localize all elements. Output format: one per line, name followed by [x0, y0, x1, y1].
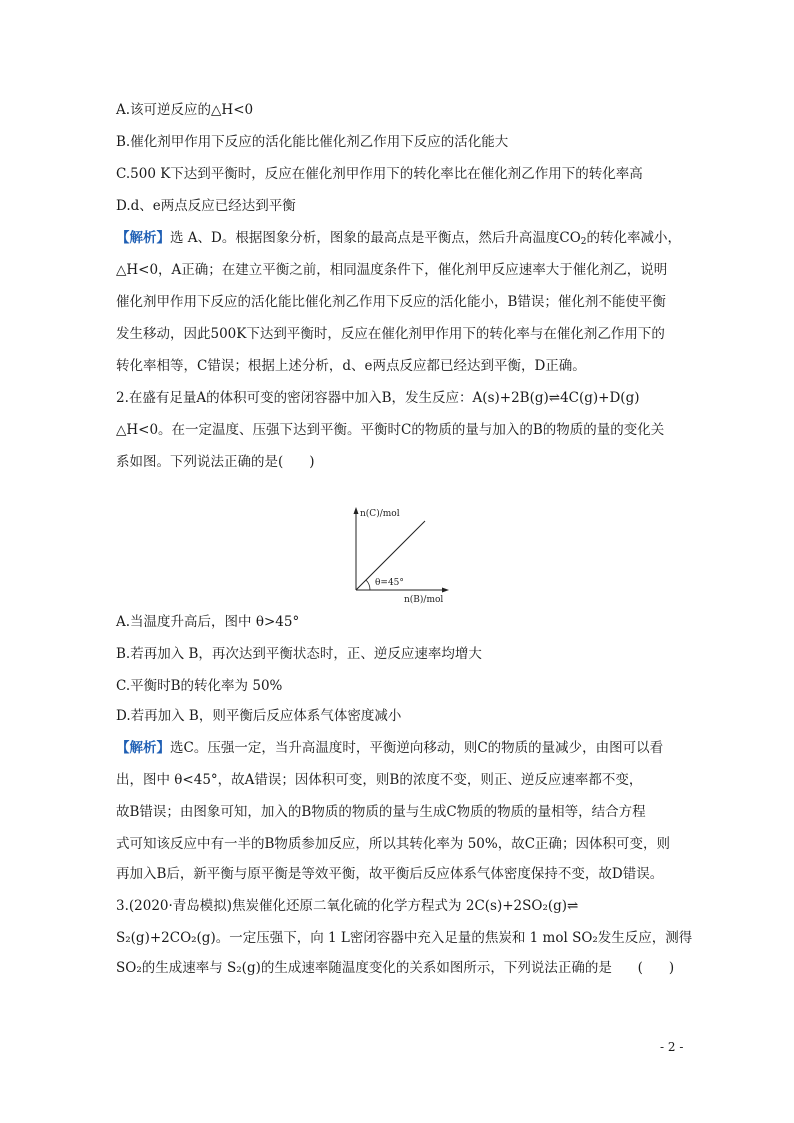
x-axis-arrow [442, 588, 449, 593]
page-number: - 2 - [660, 1040, 684, 1054]
q1-option-b: B.催化剂甲作用下反应的活化能比催化剂乙作用下反应的活化能大 [116, 134, 509, 150]
q2-stem-line-1: 2.在盛有足量A的体积可变的密闭容器中加入B，发生反应：A(s)+2B(g)⇌4C(g)+D(g) [116, 390, 640, 406]
n-c-vs-n-b-diagram [340, 504, 460, 604]
angle-label: θ=45° [375, 578, 404, 588]
q1-analysis-line-1: 【解析】选 A、D。根据图象分析，图象的最高点是平衡点，然后升高温度$CO_2$的转化率减小， [116, 230, 681, 247]
q2-stem-line-2: △H<0。在一定温度、压强下达到平衡。平衡时C的物质的量与加入的B的物质的量的变化关 [116, 422, 665, 438]
y-axis-label: n(C)/mol [360, 509, 400, 519]
analysis-tag: 【解析】 [116, 740, 170, 756]
q3-stem-line-1: 3.(2020·青岛模拟)焦炭催化还原二氧化硫的化学方程式为 2C(s)+2SO₂(g)⇌ [116, 898, 579, 914]
q2-option-c: C.平衡时B的转化率为 50% [116, 678, 283, 694]
q3-stem-line-2: S₂(g)+2CO₂(g)。一定压强下，向 1 L密闭容器中充入足量的焦炭和 1 mol SO₂发生反应，测得 [116, 930, 693, 946]
q1-analysis-line-4: 发生移动，因此500K下达到平衡时，反应在催化剂甲作用下的转化率与在催化剂乙作用下的 [116, 326, 665, 342]
q2-analysis-line-3: 故B错误；由图象可知，加入的B物质的物质的量与生成C物质的物质的量相等，结合方程 [116, 804, 646, 820]
q2-stem-line-3: 系如图。下列说法正确的是( ) [116, 454, 315, 470]
q1-option-d: D.d、e两点反应已经达到平衡 [116, 198, 296, 214]
q1-analysis-line-2: △H<0，A正确；在建立平衡之前，相同温度条件下，催化剂甲反应速率大于催化剂乙，说明 [116, 262, 668, 278]
q1-analysis-line-5: 转化率相等，C错误；根据上述分析，d、e两点反应都已经达到平衡，D正确。 [116, 358, 586, 374]
q1-option-c: C.500 K下达到平衡时，反应在催化剂甲作用下的转化率比在催化剂乙作用下的转化率高 [116, 166, 643, 182]
angle-arc [366, 580, 370, 590]
q1-analysis-line-3: 催化剂甲作用下反应的活化能比催化剂乙作用下反应的活化能小，B错误；催化剂不能使平衡 [116, 294, 666, 310]
q2-analysis-line-5: 再加入B后，新平衡与原平衡是等效平衡，故平衡后反应体系气体密度保持不变，故D错误。 [116, 866, 664, 882]
q1-option-a: A.该可逆反应的△H<0 [116, 102, 254, 118]
q2-analysis-line-4: 式可知该反应中有一半的B物质参加反应，所以其转化率为 50%，故C正确；因体积可变，则 [116, 836, 671, 852]
q3-stem-line-3: SO₂的生成速率与 S₂(g)的生成速率随温度变化的关系如图所示，下列说法正确的是 ( ) [116, 960, 675, 976]
x-axis-label: n(B)/mol [404, 595, 444, 604]
y-axis-arrow [354, 507, 359, 514]
analysis-tag: 【解析】 [116, 230, 170, 246]
q2-analysis-line-1: 【解析】选C。压强一定，当升高温度时，平衡逆向移动，则C的物质的量减少，由图可以看 [116, 740, 664, 756]
q2-option-b: B.若再加入 B，再次达到平衡状态时，正、逆反应速率均增大 [116, 646, 482, 662]
q2-option-d: D.若再加入 B，则平衡后反应体系气体密度减小 [116, 708, 402, 724]
q2-analysis-line-2: 出，图中 θ<45°，故A错误；因体积可变，则B的浓度不变，则正、逆反应速率都不变， [116, 772, 643, 788]
q2-option-a: A.当温度升高后，图中 θ>45° [116, 614, 300, 630]
